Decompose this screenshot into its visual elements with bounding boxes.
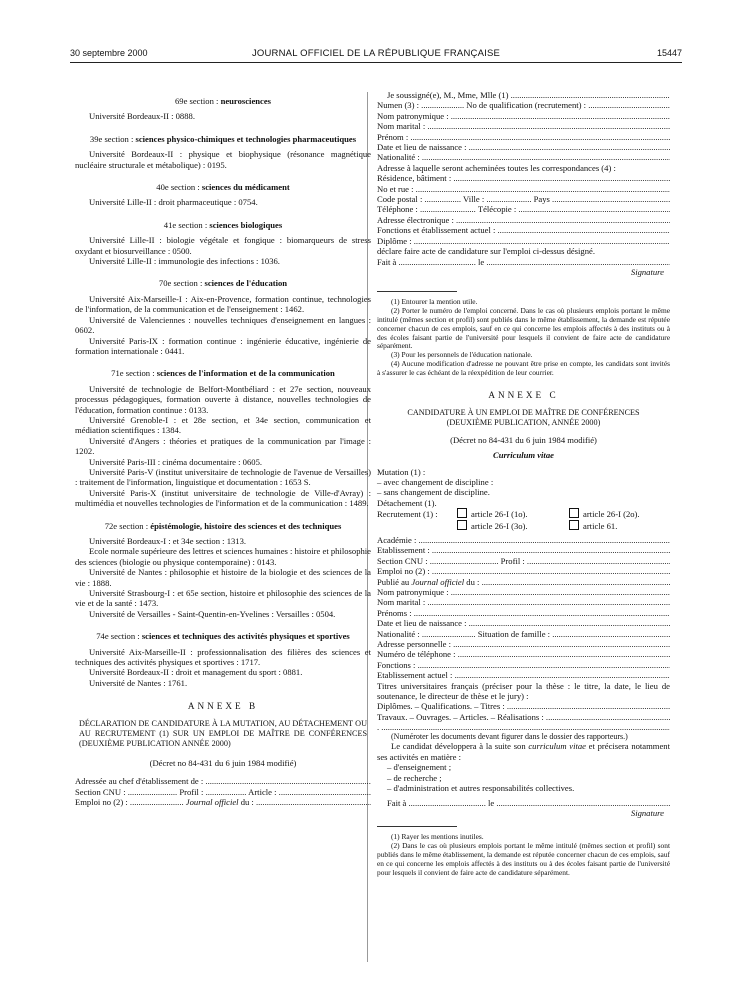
form-field: Numéro de téléphone : ..... [377,649,670,659]
annexe-c-heading: ANNEXE C [488,390,559,401]
paragraph: Université de technologie de Belfort-Montbéliard : et 27e section, nouveaux processus pédagogiques, formation ouverte à distance, nouvelles technologies de l'éducation, formation continue : 0133. [75,383,371,415]
recruitment-row: Recrutement (1) : article 26-I (1o). article 26-I (2o). [377,509,640,520]
list-item: – d'administration et autres responsabilités collectives. [387,783,575,794]
section-heading: 69e section : neurosciences [174,96,272,106]
paragraph: Université Paris-IX : formation continue : ingénierie éducative, ingénierie de formation internationale : 0441. [75,335,371,356]
annexe-c-title: CANDIDATURE À UN EMPLOI DE MAÎTRE DE CONFÉRENCES [407,407,640,417]
annexe-b-decree: (Décret no 84-431 du 6 juin 1984 modifié) [149,757,297,768]
section-heading: 41e section : sciences biologiques [163,219,283,230]
form-field: Prénoms : ..... [377,608,670,618]
form-field: Fait à .................................... le ..... [377,798,670,808]
list-item: – de recherche ; [387,772,442,783]
list-item: – d'enseignement ; [387,762,452,773]
paragraph: Université Bordeaux-II : physique et biophysique (résonance magnétique nucléaire structurale et métabolique) : 0195. [75,149,371,170]
form-field: No et rue : ..... [377,184,670,194]
form-field: Code postal : ................. Ville : ..................... Pays ..... [377,194,670,204]
section-heading: 72e section : épistémologie, histoire des sciences et des techniques [104,520,342,531]
annexe-c-subtitle: (DEUXIÈME PUBLICATION, ANNÉE 2000) [446,418,601,428]
form-field: Emploi no (2) : ..... [377,566,670,576]
signature-label: Signature [630,807,664,818]
form-field: Nationalité : ......................... Situation de famille : ..... [377,629,670,639]
paragraph: Université Strasbourg-I : et 65e section, histoire et philosophie des sciences de la vie et de la santé : 1473. [75,588,371,609]
form-field: Académie : ..... [377,535,670,545]
header-date: 30 septembre 2000 [70,48,148,58]
paragraph: Université Paris-X (institut universitaire de technologie de Ville-d'Avray) : multimédia et nouvelles technologies de l'information et de la communication : 1489. [75,487,371,509]
footnote: (2) Porter le numéro de l'emploi concerné. Dans le cas où plusieurs emplois portant le même intitulé (mêmes section et profil) sont publiés dans le même établissement, la demande est réputée concerner chacun de ces emplois, sauf en ce qui concerne les emplois affectés à des instituts ou à des écoles faisant partie de l'université pour lesquels il convient de faire acte de candidature séparément. [377,306,670,351]
paragraph: Université de Nantes : philosophie et histoire de la biologie et des sciences de la vie : 1888. [75,567,371,588]
section-heading: 39e section : sciences physico-chimiques et technologies pharmaceutiques [89,133,357,144]
form-field: Etablissement actuel : ..... [377,670,670,680]
recruitment-row: article 26-I (3o). article 61. [377,520,670,531]
paragraph: Université Lille-II : droit pharmaceutique : 0754. [89,197,258,208]
footnote: (1) Entourer la mention utile. [391,297,478,307]
paragraph: Université Lille-II : immunologie des infections : 1036. [89,256,280,267]
declaration-text: déclare faire acte de candidature sur l'emploi ci-dessus désigné. [377,246,595,257]
footnote-rule [377,291,457,292]
footnote: (4) Aucune modification d'adresse ne pouvant être prise en compte, les candidats sont invités à s'assurer le cas échéant de la réexpédition de leur courrier. [377,358,670,377]
form-field: – sans changement de discipline. [377,487,490,498]
form-field: Fonctions et établissement actuel : ..... [377,225,670,235]
left-column [75,96,371,807]
paragraph: Université Bordeaux-II : 0888. [89,111,195,122]
header-page-number: 15447 [656,48,682,58]
paragraph: Université Paris-V (institut universitaire de technologie de l'avenue de Versailles) : traitement de l'information, linguistique et documentation : 1653 S. [75,466,371,488]
paragraph: Université d'Angers : théories et pratiques de la communication par l'image : 1202. [75,435,371,457]
form-field: Adresse à laquelle seront acheminées toutes les correspondances (4) : [377,162,616,173]
section-heading: 70e section : sciences de l'éducation [158,278,288,289]
form-field: . ..... [377,722,670,732]
paragraph: Ecole normale supérieure des lettres et sciences humaines : histoire et philosophie des sciences (biologie ou physique contemporaine) : 0143. [75,546,371,567]
paragraph: Université Bordeaux-II : droit et management du sport : 0881. [89,667,303,678]
form-field: Numen (3) : .................... No de qualification (recrutement) : ..... [377,100,670,110]
paragraph: Université Bordeaux-I : et 34e section : 1313. [89,536,247,546]
form-field: Nom marital : ..... [377,121,670,131]
form-field: Téléphone : .......................... Télécopie : ..... [377,204,670,214]
form-field: Etablissement : ..... [377,545,670,555]
paragraph: Université de Versailles - Saint-Quentin-en-Yvelines : Versailles : 0504. [89,608,336,619]
checkbox[interactable] [457,520,467,530]
paragraph: Université Grenoble-I : et 28e section, et 34e section, communication et médiation scientifiques : 1384. [75,414,371,436]
checkbox[interactable] [569,520,579,530]
form-field: Diplôme : ..... [377,236,670,246]
paragraph: Université Paris-III : cinéma documentaire : 0605. [89,456,263,467]
form-field: Fait à .................................... le ..... [377,257,670,267]
section-heading: 40e section : sciences du médicament [156,182,290,193]
form-field: Résidence, bâtiment : ..... [377,173,670,183]
footnote: (2) Dans le cas où plusieurs emplois portant le même intitulé (mêmes section et profil) sont publiés dans le même établissement, la demande est réputée concerner chacun de ces emplois, sauf en ce qui concerne les emplois affectés à des instituts ou à des écoles faisant partie de l'université pour lesquels il convient de faire acte de candidature séparément. [377,841,670,877]
annexe-b-title: DÉCLARATION DE CANDIDATURE À LA MUTATION, AU DÉTACHEMENT OU AU RECRUTEMENT (1) SUR UN EMPLOI DE MAÎTRE DE CONFÉRENCES (DEUXIÈME PUBLICATION ANNÉE 2000) [79,718,367,748]
paragraph: Le candidat développera à la suite son curriculum vitae et précisera notamment ses activités en matière : [377,741,670,762]
footnote: (3) Pour les personnels de l'éducation nationale. [391,350,533,360]
form-field: Mutation (1) : [377,466,426,477]
form-field: Nom patronymique : ..... [377,587,670,597]
paragraph: Université de Nantes : 1761. [89,677,188,688]
signature-label: Signature [630,266,664,277]
form-field: Fonctions : ..... [377,660,670,670]
form-field: Adresse électronique : ..... [377,215,670,225]
paragraph: Université de Valenciennes : nouvelles techniques d'enseignement en langues : 0602. [75,314,371,336]
form-field: Section CNU : ....................... Profil : ................... Article : ..... [75,787,371,797]
form-field: Diplômes. – Qualifications. – Titres : ..... [377,701,670,711]
note: (Numéroter les documents devant figurer dans le dossier des rapporteurs.) [391,731,628,741]
form-field: Je soussigné(e), M., Mme, Mlle (1) ..... [377,90,670,100]
checkbox[interactable] [569,508,579,518]
form-field: Prénom : ..... [377,132,670,142]
checkbox[interactable] [457,508,467,518]
form-field: Titres universitaires français (préciser pour la thèse : le titre, la date, le lieu de soutenance, le directeur de thèse et le jury) : [377,680,670,702]
page-header [70,48,682,62]
cv-title: Curriculum vitae [493,450,554,461]
form-field: Détachement (1). [377,497,437,508]
form-field: Nom marital : ..... [377,597,670,607]
footnote-rule [377,826,457,827]
header-rule [70,62,682,63]
right-column [377,90,670,877]
form-field: Adressée au chef d'établissement de : ..... [75,776,371,786]
header-journal-title: JOURNAL OFFICIEL DE LA RÉPUBLIQUE FRANÇAISE [251,48,501,59]
form-field: Adresse personnelle : ..... [377,639,670,649]
paragraph: Université Aix-Marseille-II : professionnalisation des filières des sciences et techniques des activités physiques et sportives : 1717. [75,646,371,668]
form-field: – avec changement de discipline : [377,476,494,487]
form-field: Date et lieu de naissance : ..... [377,618,670,628]
annexe-c-decree: (Décret no 84-431 du 6 juin 1984 modifié) [450,434,597,445]
form-field: Publié au Journal officiel du : ..... [377,577,670,587]
form-field: Nationalité : ..... [377,152,670,162]
section-heading: 74e section : sciences et techniques des activités physiques et sportives [96,631,350,642]
annexe-b-heading: ANNEXE B [187,701,259,712]
footnote: (1) Rayer les mentions inutiles. [391,832,484,842]
section-heading: 71e section : sciences de l'information et de la communication [111,368,335,379]
form-field: Date et lieu de naissance : ..... [377,142,670,152]
form-field: Nom patronymique : ..... [377,111,670,121]
form-field: Travaux. – Ouvrages. – Articles. – Réalisations : ..... [377,712,670,722]
form-field: Emploi no (2) : ......................... Journal officiel du : ..... [75,797,371,807]
paragraph: Université Aix-Marseille-I : Aix-en-Provence, formation continue, technologies de l'information, de la communication et de l'enseignement : 1462. [75,293,371,315]
paragraph: Université Lille-II : biologie végétale et fongique : biomarqueurs de stress oxydant et biosurveillance : 0500. [75,235,371,256]
form-field: Section CNU : ................................ Profil : ..... [377,556,670,566]
